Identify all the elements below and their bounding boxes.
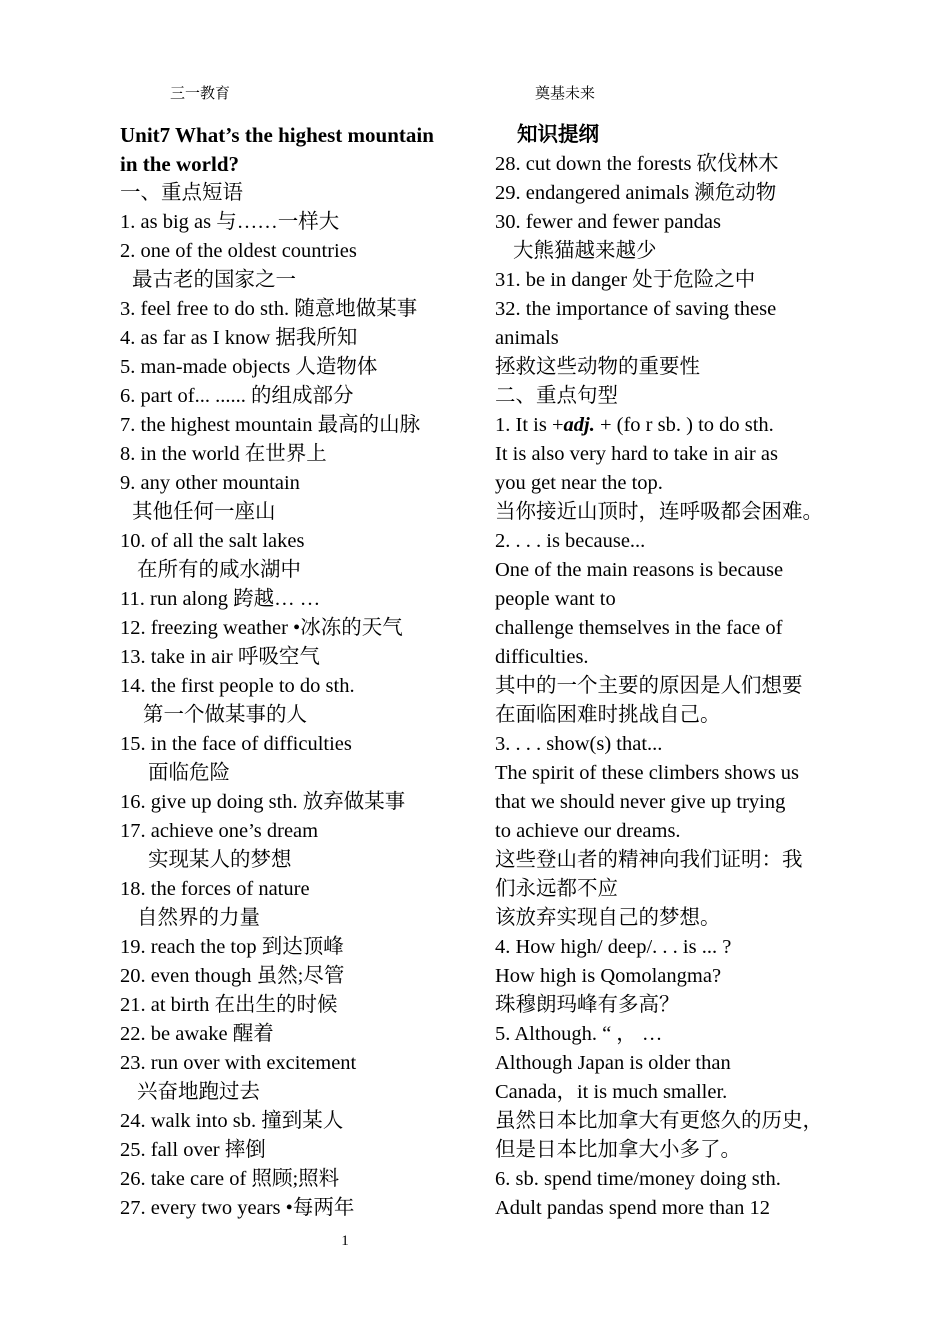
right-column-line [495, 614, 935, 643]
right-column-line-text: 当你接近山顶时，连呼吸都会困难。 [495, 501, 823, 523]
left-column-line-text: 其他任何一座山 [132, 501, 276, 523]
right-column-line [495, 382, 935, 411]
right-column-line [495, 498, 935, 527]
left-column-line-text: 5. man-made objects 人造物体 [120, 356, 378, 378]
right-column-line-text: 知识提纲 [517, 124, 599, 146]
right-column-line-text: Although Japan is older than [495, 1052, 731, 1074]
left-column-line-text: 2. one of the oldest countries [120, 240, 357, 262]
right-column-line [495, 324, 935, 353]
right-column-line-text: 31. be in danger 处于危险之中 [495, 269, 756, 291]
left-column-line-text: 20. even though 虽然;尽管 [120, 965, 345, 987]
right-column-line-text: 二、重点句型 [495, 385, 618, 407]
right-column-line [495, 469, 935, 498]
right-column-line-text: How high is Qomolangma? [495, 965, 722, 987]
right-column-line-text: difficulties. [495, 646, 589, 668]
left-column-line [120, 556, 470, 585]
right-column-line [495, 991, 935, 1020]
right-column-line-text: you get near the top. [495, 472, 663, 494]
left-column-line-text: 16. give up doing sth. 放弃做某事 [120, 791, 406, 813]
right-column-line-text: 但是日本比加拿大小多了。 [495, 1139, 741, 1161]
left-column-line-text: 3. feel free to do sth. 随意地做某事 [120, 298, 418, 320]
left-column-line [120, 1194, 470, 1223]
left-column-line-text: 13. take in air 呼吸空气 [120, 646, 320, 668]
left-column-line [120, 179, 470, 208]
right-column-line-text: 该放弃实现自己的梦想。 [495, 907, 721, 929]
right-column-line [495, 208, 935, 237]
left-column-line [120, 585, 470, 614]
left-column-line-text: 9. any other mountain [120, 472, 300, 494]
left-column-line-text: 24. walk into sb. 撞到某人 [120, 1110, 344, 1132]
left-column-line-text: 实现某人的梦想 [148, 849, 292, 871]
left-column-line [120, 440, 470, 469]
left-column-line-text: 23. run over with excitement [120, 1052, 357, 1074]
left-column-line-text: 7. the highest mountain 最高的山脉 [120, 414, 421, 436]
right-column-line-text: 28. cut down the forests 砍伐林木 [495, 153, 779, 175]
left-column-line [120, 933, 470, 962]
right-column-line [495, 962, 935, 991]
right-column-line-text: 2. . . . is because... [495, 530, 646, 552]
left-column-line-text: 27. every two years •每两年 [120, 1197, 355, 1219]
right-column-line-text: 虽然日本比加拿大有更悠久的历史， [495, 1110, 823, 1132]
right-column-line [495, 759, 935, 788]
left-column-line-text: 15. in the face of difficulties [120, 733, 352, 755]
left-column-line [120, 1136, 470, 1165]
left-column-line [120, 1049, 470, 1078]
left-column-line [120, 730, 470, 759]
right-column-line-text: 在面临困难时挑战自己。 [495, 704, 721, 726]
left-column-line [120, 875, 470, 904]
right-column-line [495, 1136, 935, 1165]
right-column-line [495, 788, 935, 817]
left-column-line [120, 904, 470, 933]
left-column-line [120, 1078, 470, 1107]
left-column-line-text: 26. take care of 照顾;照料 [120, 1168, 340, 1190]
right-column-line [495, 585, 935, 614]
right-column-line-text: 这些登山者的精神向我们证明：我 [495, 849, 803, 871]
left-column-line-text: 在所有的咸水湖中 [137, 559, 301, 581]
right-column-line [495, 672, 935, 701]
right-column-line-text: 珠穆朗玛峰有多高？ [495, 994, 680, 1016]
left-column-line-text: 第一个做某事的人 [143, 704, 307, 726]
left-column-line-text: in the world? [120, 152, 240, 176]
right-column-line [495, 295, 935, 324]
left-column-line-text: 面临危险 [148, 762, 230, 784]
left-column-line-text: 兴奋地跑过去 [137, 1081, 260, 1103]
left-column-line [120, 353, 470, 382]
right-column-line-text: challenge themselves in the face of [495, 617, 783, 639]
left-column-line-text: 4. as far as I know 据我所知 [120, 327, 358, 349]
left-column-line [120, 1165, 470, 1194]
left-column-line [120, 672, 470, 701]
left-column-line-text: 14. the first people to do sth. [120, 675, 355, 697]
left-column-line-text: 1. as big as 与……一样大 [120, 211, 340, 233]
left-column-line-text: 一、重点短语 [120, 182, 243, 204]
right-column [495, 121, 935, 1223]
left-column-line [120, 295, 470, 324]
right-column-line [495, 1078, 935, 1107]
left-column [120, 121, 470, 1223]
left-column-line [120, 759, 470, 788]
right-column-line [495, 353, 935, 382]
left-column-line-text: Unit7 What’s the highest mountain [120, 123, 434, 147]
right-column-line-text: One of the main reasons is because [495, 559, 784, 581]
right-column-line-text: It is also very hard to take in air as [495, 443, 778, 465]
left-column-line-text: 12. freezing weather •冰冻的天气 [120, 617, 403, 639]
left-column-line [120, 237, 470, 266]
right-column-line-text: to achieve our dreams. [495, 820, 681, 842]
right-column-line-text: Canada，it is much smaller. [495, 1081, 728, 1103]
left-column-line [120, 817, 470, 846]
left-column-line [120, 1107, 470, 1136]
left-column-line [120, 121, 470, 150]
page-number: 1 [341, 1233, 349, 1249]
left-column-line [120, 846, 470, 875]
header-left-text: 三一教育 [170, 86, 231, 102]
left-column-line-text: 最古老的国家之一 [132, 269, 296, 291]
left-column-line [120, 266, 470, 295]
right-column-line [495, 440, 935, 469]
left-column-line-text: 17. achieve one’s dream [120, 820, 319, 842]
right-column-line-text: 6. sb. spend time/money doing sth. [495, 1168, 781, 1190]
right-column-line [495, 527, 935, 556]
right-column-line [495, 266, 935, 295]
left-column-line [120, 527, 470, 556]
left-column-line-text: 19. reach the top 到达顶峰 [120, 936, 344, 958]
right-column-line [495, 730, 935, 759]
left-column-line [120, 1020, 470, 1049]
left-column-line-text: 22. be awake 醒着 [120, 1023, 274, 1045]
left-column-line [120, 614, 470, 643]
right-column-line-text: 其中的一个主要的原因是人们想要 [495, 675, 803, 697]
left-column-line-text: 10. of all the salt lakes [120, 530, 305, 552]
right-column-line-text: 32. the importance of saving these [495, 298, 777, 320]
left-column-line [120, 991, 470, 1020]
right-column-line-text: The spirit of these climbers shows us [495, 762, 800, 784]
left-column-line [120, 962, 470, 991]
right-column-line-text: 大熊猫越来越少 [513, 240, 657, 262]
right-column-line-text: 1. It is + [495, 414, 564, 436]
right-column-line-text: 4. How high/ deep/. . . is ... ? [495, 936, 732, 958]
right-column-line [495, 411, 935, 440]
left-column-line [120, 382, 470, 411]
right-column-line [495, 1020, 935, 1049]
right-column-line [495, 875, 935, 904]
right-column-line [495, 556, 935, 585]
right-column-line [495, 817, 935, 846]
right-column-line [495, 643, 935, 672]
left-column-line-text: 6. part of... ...... 的组成部分 [120, 385, 354, 407]
left-column-line-text: 25. fall over 摔倒 [120, 1139, 266, 1161]
left-column-line [120, 411, 470, 440]
right-column-line-text: that we should never give up trying [495, 791, 786, 813]
right-column-line-text: Adult pandas spend more than 12 [495, 1197, 770, 1219]
left-column-line-text: 18. the forces of nature [120, 878, 310, 900]
left-column-line [120, 788, 470, 817]
right-column-line [495, 1194, 935, 1223]
right-column-line [495, 237, 935, 266]
right-column-line-text: animals [495, 327, 559, 349]
left-column-line-text: 自然界的力量 [137, 907, 260, 929]
right-column-line [495, 1165, 935, 1194]
right-column-line [495, 121, 935, 150]
right-column-line-text: 拯救这些动物的重要性 [495, 356, 700, 378]
right-column-line-text: 们永远都不应 [495, 878, 618, 900]
left-column-line [120, 701, 470, 730]
right-column-line-text: 3. . . . show(s) that... [495, 733, 663, 755]
right-column-line-suffix: + (fo r sb. ) to do sth. [594, 414, 774, 436]
left-column-line [120, 643, 470, 672]
right-column-line [495, 150, 935, 179]
left-column-line [120, 208, 470, 237]
right-column-line-text: 30. fewer and fewer pandas [495, 211, 721, 233]
right-column-line-text: 29. endangered animals 濒危动物 [495, 182, 777, 204]
right-column-line [495, 846, 935, 875]
right-column-line-text: 5. Although. “ ， … [495, 1023, 663, 1045]
right-column-line [495, 701, 935, 730]
right-column-line-text: people want to [495, 588, 616, 610]
left-column-line-text: 8. in the world 在世界上 [120, 443, 327, 465]
left-column-line [120, 469, 470, 498]
right-column-line [495, 1107, 935, 1136]
left-column-line-text: 11. run along 跨越… … [120, 588, 321, 610]
left-column-line [120, 150, 470, 179]
left-column-line [120, 324, 470, 353]
left-column-line-text: 21. at birth 在出生的时候 [120, 994, 338, 1016]
right-column-line-emphasis: adj. [563, 414, 595, 436]
right-column-line [495, 904, 935, 933]
header-right-text: 奠基未来 [535, 86, 596, 102]
right-column-line [495, 1049, 935, 1078]
right-column-line [495, 179, 935, 208]
right-column-line [495, 933, 935, 962]
left-column-line [120, 498, 470, 527]
